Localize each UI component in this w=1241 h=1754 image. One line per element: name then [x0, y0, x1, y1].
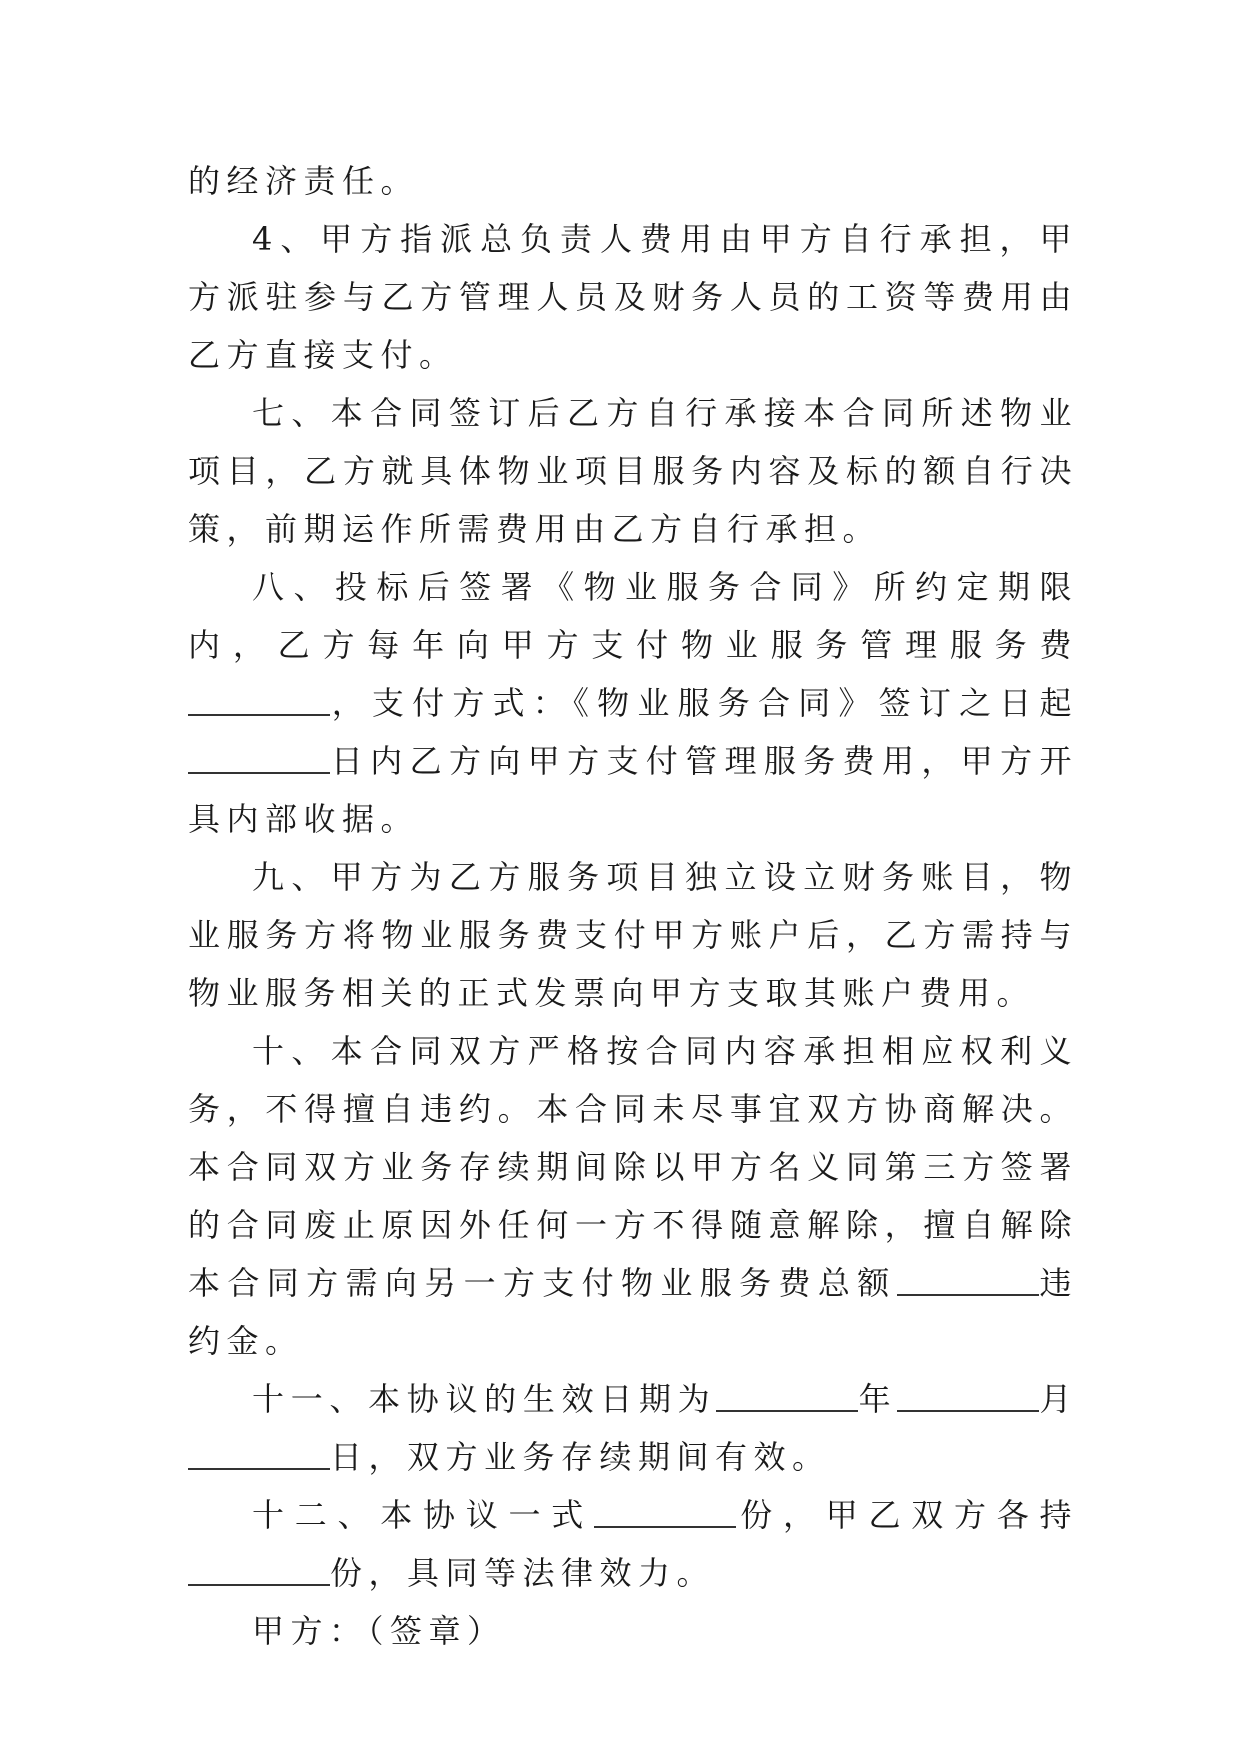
paragraph [188, 210, 1078, 384]
paragraph [188, 1022, 1078, 1370]
fill-in-blank[interactable] [188, 1554, 330, 1586]
paragraph [188, 558, 1078, 848]
fill-in-blank[interactable] [897, 1380, 1039, 1412]
paragraph-text: 十一、本协议的生效日期为 [252, 1380, 717, 1418]
paragraph-text: 十、本合同双方严格按合同内容承担相应权利义务，不得擅自违约。本合同未尽事宜双方协商解决。本合同双方业务存续期间除以甲方名义同第三方签署的合同废止原因外任何一方不得随意解除，擅自解除本合同方需向另一方支付物业服务费总额 [188, 1032, 1078, 1302]
fill-in-blank[interactable] [188, 1438, 330, 1470]
paragraph-text: 份，甲乙双方各持 [736, 1496, 1078, 1534]
paragraph [188, 1602, 1078, 1660]
paragraph [188, 848, 1078, 1022]
fill-in-blank[interactable] [716, 1380, 858, 1412]
paragraph-text: 日内乙方向甲方支付管理服务费用，甲方开具内部收据。 [188, 742, 1078, 838]
paragraph-text: ，支付方式：《物业服务合同》签订之日起 [330, 684, 1078, 722]
paragraph-text: 甲方：（签章） [252, 1612, 506, 1650]
paragraph-text: 年 [858, 1380, 898, 1418]
fill-in-blank[interactable] [188, 742, 330, 774]
paragraph-text: 份，具同等法律效力。 [330, 1554, 716, 1592]
paragraph-text: 4、甲方指派总负责人费用由甲方自行承担，甲方派驻参与乙方管理人员及财务人员的工资等费用由乙方直接支付。 [188, 220, 1078, 374]
paragraph [188, 384, 1078, 558]
paragraph-text: 的经济责任。 [188, 162, 420, 200]
paragraph-text: 违约金。 [188, 1264, 1078, 1360]
paragraph-text: 七、本合同签订后乙方自行承接本合同所述物业项目，乙方就具体物业项目服务内容及标的额自行决策，前期运作所需费用由乙方自行承担。 [188, 394, 1078, 548]
paragraph-text: 八、投标后签署《物业服务合同》所约定期限内，乙方每年向甲方支付物业服务管理服务费 [188, 568, 1078, 664]
contract-body [188, 152, 1078, 1660]
fill-in-blank[interactable] [897, 1264, 1039, 1296]
paragraph [188, 1370, 1078, 1486]
fill-in-blank[interactable] [594, 1496, 736, 1528]
paragraph-text: 十二、本协议一式 [252, 1496, 594, 1534]
paragraph [188, 1486, 1078, 1602]
paragraph-text: 月 [1039, 1380, 1078, 1418]
paragraph [188, 152, 1078, 210]
fill-in-blank[interactable] [188, 684, 330, 716]
paragraph-text: 日，双方业务存续期间有效。 [330, 1438, 831, 1476]
paragraph-text: 九、甲方为乙方服务项目独立设立财务账目，物业服务方将物业服务费支付甲方账户后，乙方需持与物业服务相关的正式发票向甲方支取其账户费用。 [188, 858, 1078, 1012]
